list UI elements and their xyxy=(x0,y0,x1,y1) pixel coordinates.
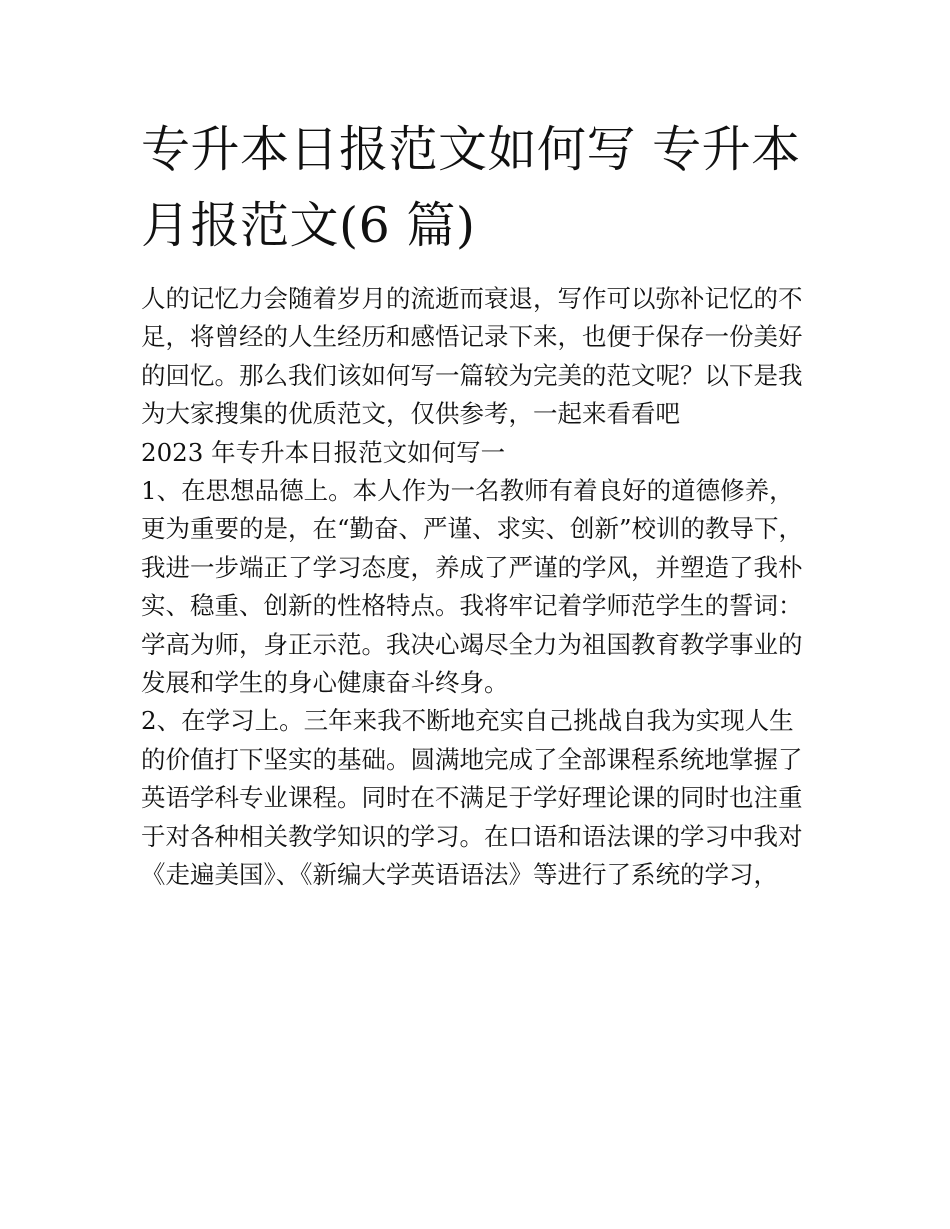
intro-line: 为大家搜集的优质范文，仅供参考，一起来看看吧 xyxy=(141,399,680,429)
document-body xyxy=(141,280,821,895)
paragraph-line: 实、稳重、创新的性格特点。我将牢记着学师范学生的誓词： xyxy=(141,591,803,621)
paragraph-line: 2、在学习上。三年来我不断地充实自己挑战自我为实现人生 xyxy=(141,706,794,736)
paragraph-line: 于对各种相关教学知识的学习。在口语和语法课的学习中我对 xyxy=(141,821,803,851)
intro-line: 的回忆。那么我们该如何写一篇较为完美的范文呢？以下是我 xyxy=(141,360,803,390)
intro-paragraph xyxy=(141,280,821,434)
title-line-2: 月报范文(6 篇) xyxy=(141,197,476,254)
paragraph-line: 我进一步端正了学习态度，养成了严谨的学风，并塑造了我朴 xyxy=(141,552,803,582)
paragraph-line: 发展和学生的身心健康奋斗终身。 xyxy=(141,668,509,698)
intro-line: 足，将曾经的人生经历和感悟记录下来，也便于保存一份美好 xyxy=(141,322,803,352)
paragraph-study xyxy=(141,702,821,894)
paragraph-line: 1、在思想品德上。本人作为一名教师有着良好的道德修养， xyxy=(141,476,794,506)
paragraph-line: 英语学科专业课程。同时在不满足于学好理论课的同时也注重 xyxy=(141,783,803,813)
paragraph-line: 学高为师，身正示范。我决心竭尽全力为祖国教育教学事业的 xyxy=(141,629,803,659)
title-line-1: 专升本日报范文如何写 专升本 xyxy=(141,121,801,178)
intro-line: 人的记忆力会随着岁月的流逝而衰退，写作可以弥补记忆的不 xyxy=(141,284,803,313)
section-title: 2023 年专升本日报范文如何写一 xyxy=(141,437,506,467)
paragraph-moral-character xyxy=(141,472,821,702)
paragraph-line: 《走遍美国》、《新编大学英语语法》等进行了系统的学习， xyxy=(141,860,778,890)
document-title xyxy=(141,112,821,264)
paragraph-line: 的价值打下坚实的基础。圆满地完成了全部课程系统地掌握了 xyxy=(141,744,803,774)
paragraph-line: 更为重要的是，在“勤奋、严谨、求实、创新”校训的教导下， xyxy=(141,514,804,544)
